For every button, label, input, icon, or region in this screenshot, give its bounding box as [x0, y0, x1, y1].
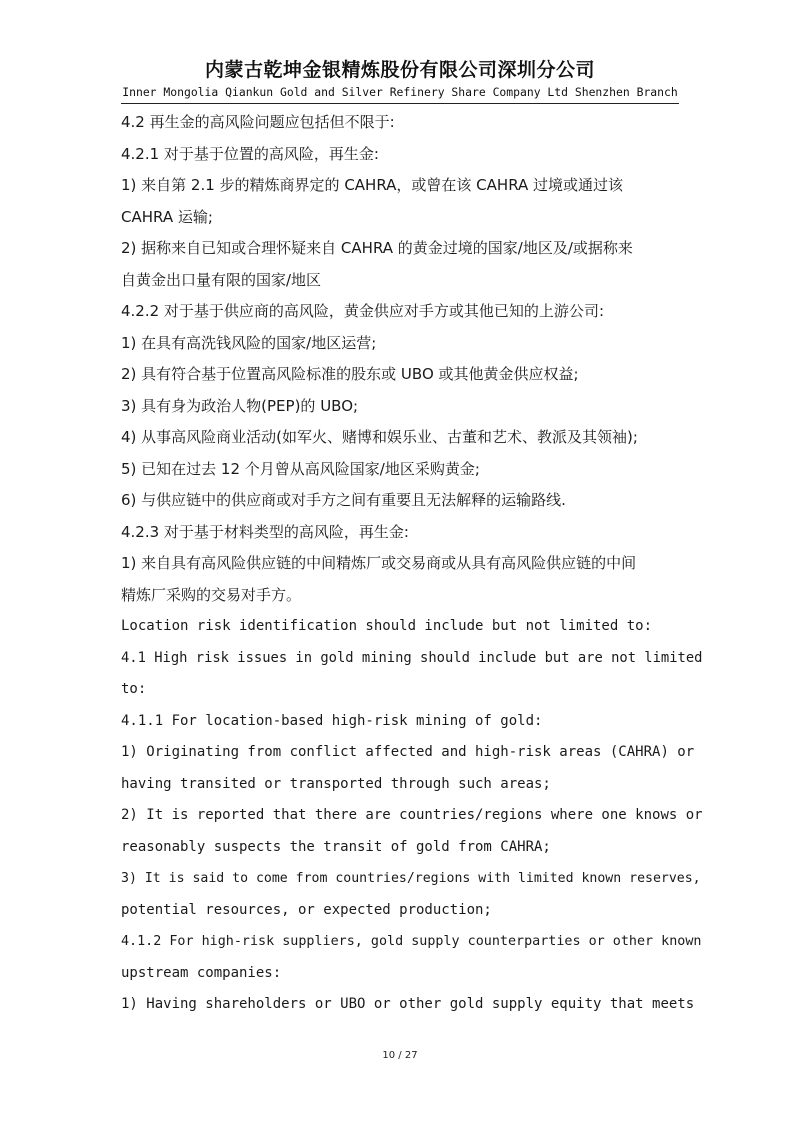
text-line: 2) It is reported that there are countries/regions where one knows or: [121, 807, 703, 823]
text-line: upstream companies:: [121, 964, 282, 981]
text-line: 精炼厂采购的交易对手方。: [121, 585, 302, 604]
text-line: 1) 在具有高洗钱风险的国家/地区运营;: [121, 333, 377, 352]
page-header: [121, 58, 679, 101]
text-line: Location risk identification should include but not limited to:: [121, 618, 653, 634]
text-line: 1) 来自第 2.1 步的精炼商界定的 CAHRA，或曾在该 CAHRA 过境或通过该: [121, 176, 624, 194]
page-number: 10 / 27: [382, 1050, 418, 1061]
text-line: 5) 已知在过去 12 个月曾从高风险国家/地区采购黄金;: [121, 459, 480, 478]
text-line: 4.1 High risk issues in gold mining should include but are not limited: [121, 649, 703, 666]
text-line: 3) It is said to come from countries/regions with limited known reserves,: [121, 871, 701, 886]
text-line: having transited or transported through such areas;: [121, 775, 551, 792]
text-line: 4.1.1 For location-based high-risk mining of gold:: [121, 712, 543, 729]
text-line: 4.2.2 对于基于供应商的高风险，黄金供应对手方或其他已知的上游公司:: [121, 302, 604, 320]
text-line: 4.1.2 For high-risk suppliers, gold supply counterparties or other known: [121, 934, 702, 949]
text-line: 4) 从事高风险商业活动(如军火、赌博和娱乐业、古董和艺术、教派及其领袖);: [121, 428, 638, 446]
text-line: 2) 据称来自已知或合理怀疑来自 CAHRA 的黄金过境的国家/地区及/或据称来: [121, 239, 633, 257]
text-line: 2) 具有符合基于位置高风险标准的股东或 UBO 或其他黄金供应权益;: [121, 365, 579, 383]
text-line: 4.2 再生金的高风险问题应包括但不限于:: [121, 113, 395, 131]
text-line: 1) Having shareholders or UBO or other gold supply equity that meets: [121, 996, 695, 1012]
company-name-chinese: 内蒙古乾坤金银精炼股份有限公司深圳分公司: [204, 59, 595, 81]
text-line: CAHRA 运输;: [121, 207, 213, 226]
text-line: potential resources, or expected production;: [121, 901, 492, 918]
text-line: 4.2.1 对于基于位置的高风险，再生金:: [121, 144, 379, 163]
text-line: 1) Originating from conflict affected and high-risk areas (CAHRA) or: [121, 744, 695, 760]
document-body: [121, 107, 701, 1021]
text-line: 1) 来自具有高风险供应链的中间精炼厂或交易商或从具有高风险供应链的中间: [121, 554, 637, 572]
company-name-english: Inner Mongolia Qiankun Gold and Silver Refinery Share Company Ltd Shenzhen Branch: [122, 85, 678, 99]
text-line: reasonably suspects the transit of gold from CAHRA;: [121, 838, 551, 855]
text-line: 4.2.3 对于基于材料类型的高风险，再生金:: [121, 522, 409, 541]
text-line: 3) 具有身为政治人物(PEP)的 UBO;: [121, 396, 359, 415]
header-divider: [121, 103, 679, 104]
text-line: 6) 与供应链中的供应商或对手方之间有重要且无法解释的运输路线.: [121, 491, 566, 509]
text-line: to:: [121, 681, 147, 697]
text-line: 自黄金出口量有限的国家/地区: [121, 270, 322, 289]
